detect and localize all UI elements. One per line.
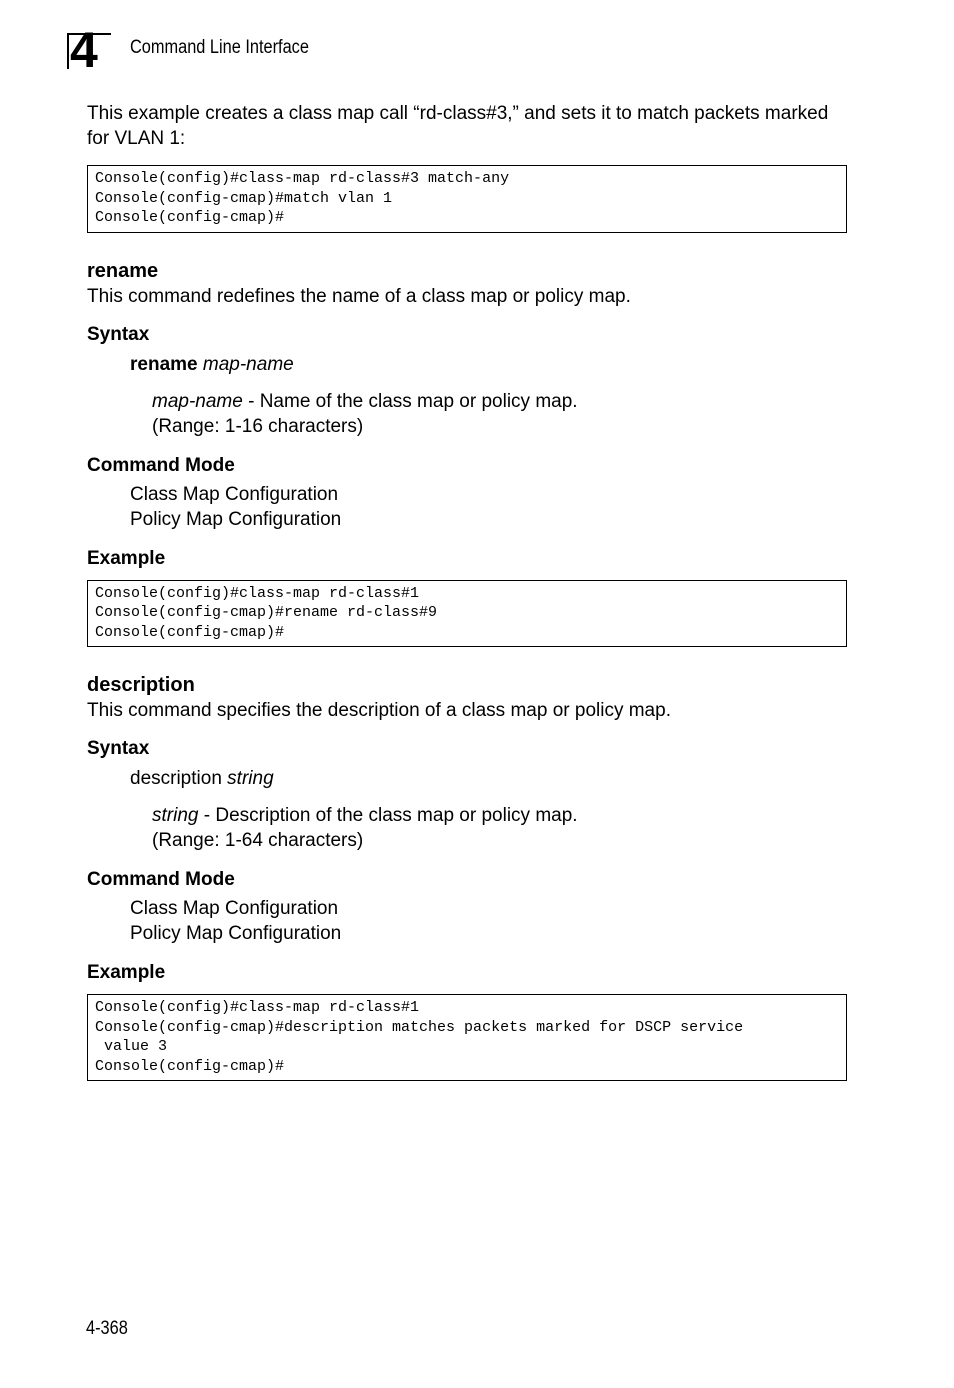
running-title: Command Line Interface (130, 37, 309, 58)
parameter-name: map-name (152, 390, 243, 412)
parameter-description (87, 389, 847, 414)
section-rename (87, 258, 847, 648)
rename-description: This command redefines the name of a class map or policy map. (87, 285, 631, 307)
parameter-range: (Range: 1-16 characters) (152, 415, 364, 437)
code-line: Console(config)#class-map rd-class#3 match-any (95, 170, 510, 187)
parameter-text: - Name of the class map or policy map. (242, 390, 578, 412)
code-line: Console(config-cmap)# (95, 1057, 285, 1075)
syntax-parameter: map-name (202, 353, 294, 375)
chapter-number-badge (67, 22, 111, 78)
syntax-command: rename (130, 353, 198, 375)
command-mode-item: Class Map Configuration (130, 898, 339, 919)
example-heading: Example (87, 547, 166, 569)
code-line: value 3 (95, 1038, 168, 1055)
syntax-heading: Syntax (87, 323, 150, 345)
section-title-rename: rename (87, 259, 159, 282)
syntax-parameter: string (227, 768, 274, 789)
code-line: Console(config)#class-map rd-class#1 (95, 999, 420, 1016)
command-mode-heading: Command Mode (87, 869, 235, 890)
code-line: Console(config-cmap)# (95, 623, 285, 641)
code-block-description (87, 994, 847, 1081)
code-line: Console(config-cmap)#match vlan 1 (95, 189, 393, 207)
code-line: Console(config-cmap)#description matches packets marked for DSCP service (95, 1018, 744, 1036)
section-description (87, 672, 847, 1081)
syntax-command: description (130, 768, 222, 789)
page-content (87, 101, 847, 1081)
syntax-heading: Syntax (87, 738, 150, 759)
intro-paragraph: This example creates a class map call “rd-class#3,” and sets it to match packets marked for VLAN 1: (87, 103, 829, 149)
code-line: Console(config-cmap)# (95, 209, 285, 226)
chapter-badge-rule-vertical (67, 33, 69, 69)
command-mode-heading: Command Mode (87, 454, 235, 476)
parameter-range: (Range: 1-64 characters) (152, 830, 364, 851)
example-heading: Example (87, 962, 166, 983)
parameter-description (87, 803, 847, 828)
command-mode-item: Class Map Configuration (130, 483, 339, 505)
chapter-number: 4 (70, 22, 98, 78)
syntax-line (87, 766, 847, 791)
syntax-line (87, 352, 847, 377)
code-block-rename (87, 580, 847, 648)
command-mode-item: Policy Map Configuration (130, 923, 342, 944)
description-description: This command specifies the description of a class map or policy map. (87, 700, 671, 721)
code-line: Console(config)#class-map rd-class#1 (95, 584, 420, 602)
code-line: Console(config-cmap)#rename rd-class#9 (95, 604, 438, 621)
parameter-text: - Description of the class map or policy map. (198, 805, 578, 826)
page-number: 4-368 (86, 1318, 128, 1339)
code-block-intro (87, 165, 847, 233)
command-mode-item: Policy Map Configuration (130, 508, 342, 530)
parameter-name: string (152, 805, 199, 826)
section-title-description: description (87, 674, 195, 696)
